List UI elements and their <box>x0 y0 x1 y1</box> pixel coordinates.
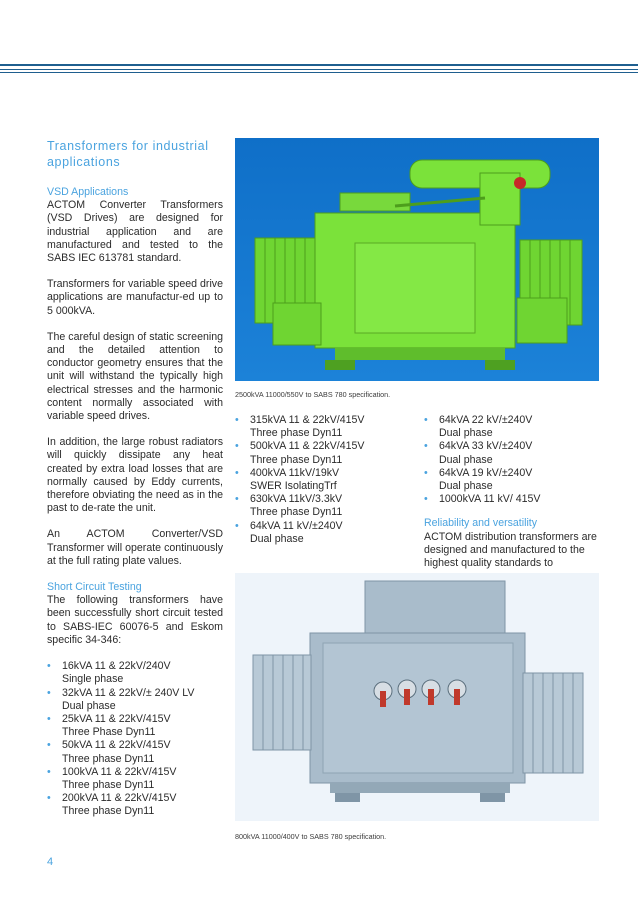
grey-transformer-photo <box>235 573 599 821</box>
short-circuit-list-continued <box>235 414 415 546</box>
vsd-paragraph: Transformers for variable speed drive applications are manufactur-ed up to 5 000kVA. <box>47 278 223 317</box>
list-item: • 1000kVA 11 kV/ 415V <box>424 493 600 506</box>
right-column <box>424 414 600 570</box>
vsd-paragraph: The careful design of static screening and the detailed attention to conductor geometry ensures that the unit will withstand the typically high electrical stresses and the harmonic content normally associated with variable speed drives. <box>47 330 223 423</box>
grey-transformer-illustration <box>235 573 599 821</box>
list-item: • 64kVA 11 kV/±240V Dual phase <box>235 520 415 546</box>
reliability-subheading: Reliability and versatility <box>424 517 538 530</box>
left-column <box>47 138 223 819</box>
list-item: • 50kVA 11 & 22kV/415V Three phase Dyn11 <box>47 739 223 765</box>
list-item: • 64kVA 19 kV/±240V Dual phase <box>424 467 600 493</box>
list-item: • 315kVA 11 & 22kV/415V Three phase Dyn11 <box>235 414 415 440</box>
vsd-subheading: VSD Applications <box>47 186 129 198</box>
list-item: • 100kVA 11 & 22kV/415V Three phase Dyn11 <box>47 766 223 792</box>
list-item: • 16kVA 11 & 22kV/240V Single phase <box>47 660 223 686</box>
header-rule <box>0 64 638 66</box>
green-transformer-illustration <box>235 138 599 381</box>
green-transformer-photo <box>235 138 599 381</box>
vsd-paragraph: ACTOM Converter Transformers (VSD Drives) are designed for industrial application and are manufactured and tested to the SABS IEC 613781 standard. <box>47 199 223 265</box>
section-heading: Transformers for industrial applications <box>47 139 209 169</box>
list-item: • 25kVA 11 & 22kV/415V Three Phase Dyn11 <box>47 713 223 739</box>
photo-caption: 2500kVA 11000/550V to SABS 780 specification. <box>235 390 391 399</box>
list-item: • 64kVA 22 kV/±240V Dual phase <box>424 414 600 440</box>
reliability-paragraph: ACTOM distribution transformers are designed and manufactured to the highest quality standards to <box>424 530 597 570</box>
middle-column <box>235 414 415 546</box>
list-item: • 64kVA 33 kV/±240V Dual phase <box>424 440 600 466</box>
list-item: • 630kVA 11kV/3.3kV Three phase Dyn11 <box>235 493 415 519</box>
list-item: • 32kVA 11 & 22kV/± 240V LV Dual phase <box>47 687 223 713</box>
page-number: 4 <box>47 856 54 868</box>
vsd-paragraph: In addition, the large robust radiators will quickly dissipate any heat created by extra load losses that are normally caused by Eddy currents, therefore obviating the need as in the past to de-rate the unit. <box>47 436 223 515</box>
short-circuit-intro: The following transformers have been successfully short circuit tested to SABS-IEC 60076-5 and Eskom specific 34-346: <box>47 594 223 646</box>
photo-caption: 800kVA 11000/400V to SABS 780 specification. <box>235 832 387 841</box>
header-rule-thin <box>0 72 638 73</box>
list-item: • 200kVA 11 & 22kV/415V Three phase Dyn11 <box>47 792 223 818</box>
header-rule-thin <box>0 69 638 70</box>
list-item: • 400kVA 11kV/19kV SWER IsolatingTrf <box>235 467 415 493</box>
list-item: • 500kVA 11 & 22kV/415V Three phase Dyn11 <box>235 440 415 466</box>
short-circuit-list <box>47 660 223 818</box>
vsd-paragraph: An ACTOM Converter/VSD Transformer will operate continuously at the full rating plate values. <box>47 528 223 567</box>
short-circuit-list-continued <box>424 414 600 506</box>
short-circuit-subheading: Short Circuit Testing <box>47 581 142 594</box>
